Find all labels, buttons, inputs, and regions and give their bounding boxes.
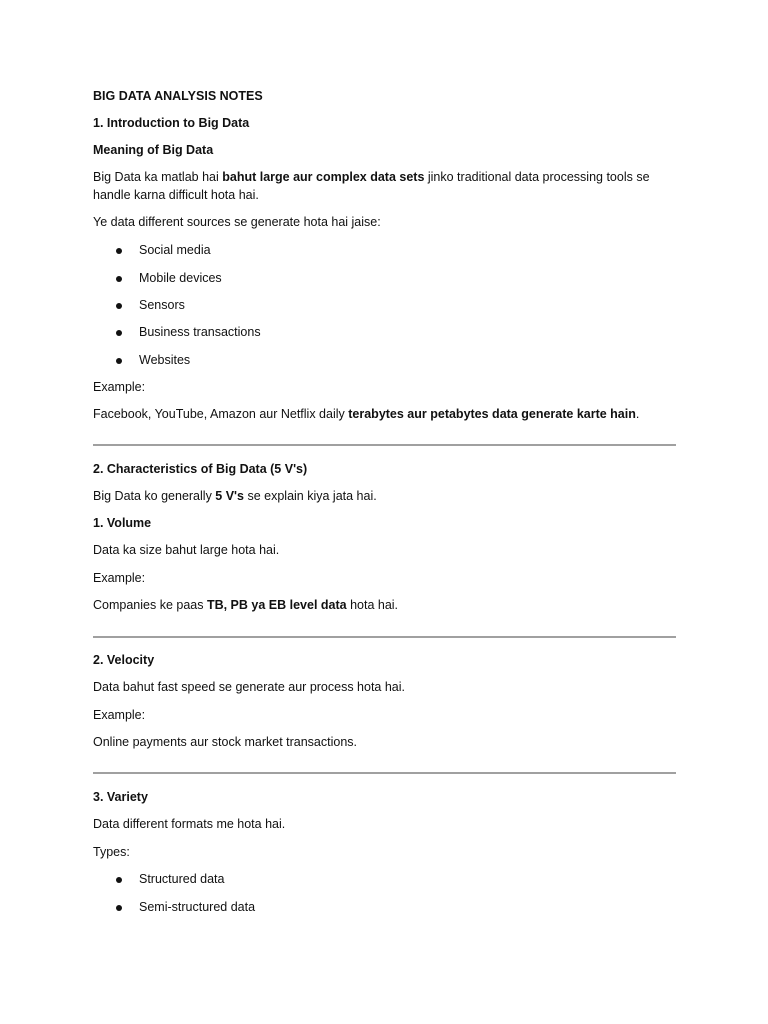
velocity-example-label: Example: [93,708,146,722]
meaning-text-cont: jinko traditional data processing tools se [424,170,650,184]
subheading-meaning: Meaning of Big Data [93,143,214,157]
volume-desc: Data ka size bahut large hota hai. [93,543,280,557]
variety-desc: Data different formats me hota hai. [93,817,286,831]
horizontal-rule [93,444,676,446]
meaning-paragraph-line1 [93,168,650,186]
document-title: BIG DATA ANALYSIS NOTES [93,89,263,103]
meaning-bold-text: bahut large aur complex data sets [222,170,425,184]
bullet-icon [116,276,122,282]
variety-types-label: Types: [93,845,130,859]
volume-heading: 1. Volume [93,516,152,530]
example-text-pre: Facebook, YouTube, Amazon aur Netflix daily [93,407,349,421]
list-item: Websites [139,353,191,367]
volume-example-post: hota hai. [346,598,399,612]
volume-example-label: Example: [93,571,146,585]
example-label: Example: [93,380,146,394]
bullet-icon [116,330,122,336]
velocity-desc: Data bahut fast speed se generate aur process hota hai. [93,680,406,694]
list-item: Business transactions [139,325,261,339]
variety-heading: 3. Variety [93,790,148,804]
characteristics-intro [93,487,377,505]
example-text [93,405,639,423]
list-item: Semi-structured data [139,900,256,914]
characteristics-intro-pre: Big Data ko generally [93,489,216,503]
list-item: Mobile devices [139,271,222,285]
list-item: Structured data [139,872,225,886]
section-heading-characteristics: 2. Characteristics of Big Data (5 V's) [93,462,308,476]
characteristics-intro-post: se explain kiya jata hai. [243,489,377,503]
horizontal-rule [93,636,676,638]
example-text-post: . [635,407,640,421]
bullet-icon [116,905,122,911]
bullet-icon [116,248,122,254]
volume-example-text [93,596,398,614]
bullet-icon [116,877,122,883]
list-item: Social media [139,243,211,257]
volume-example-bold: TB, PB ya EB level data [206,598,347,612]
bullet-icon [116,358,122,364]
meaning-text: Big Data ka matlab hai [93,170,223,184]
sources-intro: Ye data different sources se generate hota hai jaise: [93,215,381,229]
meaning-paragraph-line2: handle karna difficult hota hai. [93,188,259,202]
horizontal-rule [93,772,676,774]
velocity-heading: 2. Velocity [93,653,155,667]
characteristics-intro-bold: 5 V's [215,489,244,503]
example-bold-text: terabytes aur petabytes data generate karte hain [348,407,636,421]
velocity-example-text: Online payments aur stock market transactions. [93,735,358,749]
section-heading-introduction: 1. Introduction to Big Data [93,116,250,130]
bullet-icon [116,303,122,309]
list-item: Sensors [139,298,185,312]
volume-example-pre: Companies ke paas [93,598,207,612]
